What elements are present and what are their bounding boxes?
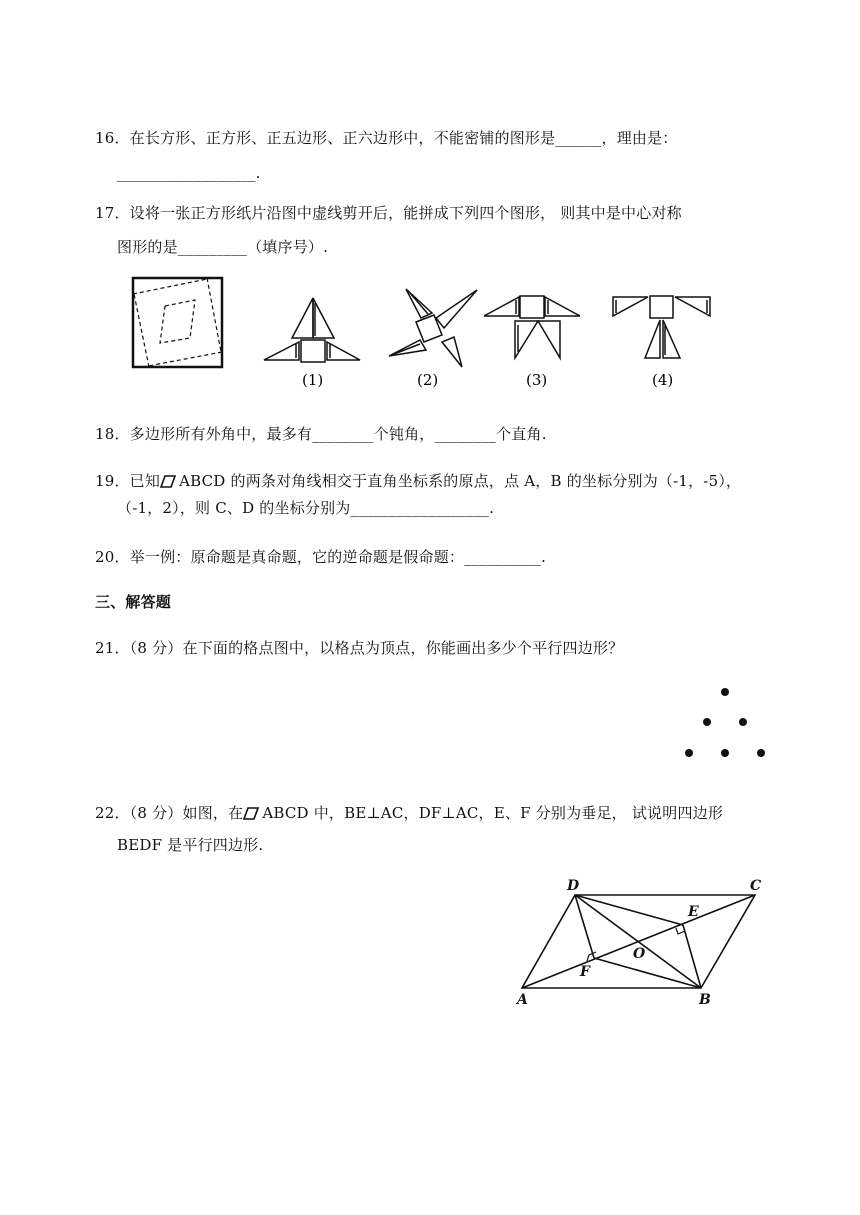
figure-1 — [264, 298, 360, 362]
q16-line2: __________________. — [117, 164, 261, 182]
lattice-points-figure — [670, 680, 780, 770]
q17-line2: 图形的是_________（填序号）. — [117, 238, 329, 256]
segment-fb — [594, 958, 701, 988]
lattice-point — [703, 718, 711, 726]
segment-de — [575, 895, 683, 925]
label-a: A — [517, 992, 528, 1008]
label-b: B — [699, 992, 711, 1008]
q22-line1 — [95, 803, 723, 823]
parallelogram-icon — [243, 807, 259, 820]
lattice-point — [721, 688, 729, 696]
q22-line1-rest: ABCD 中，BE⊥AC，DF⊥AC，E、F 分别为垂足， 试说明四边形 — [262, 804, 724, 822]
figure-4 — [613, 296, 710, 358]
parallelogram-abcd-figure — [505, 870, 775, 1010]
figure-2 — [389, 289, 477, 367]
label-e: E — [688, 904, 699, 920]
q18-line1: 18．多边形所有外角中，最多有________个钝角，________个直角. — [95, 425, 547, 443]
q22-prefix: 22．（8 分）如图，在 — [95, 804, 244, 822]
cut-square-figure — [133, 278, 222, 367]
q17-figures — [0, 0, 860, 400]
figure-3 — [484, 296, 580, 358]
q20-line1: 20．举一例：原命题是真命题，它的逆命题是假命题：__________. — [95, 548, 547, 566]
lattice-point — [721, 749, 729, 757]
figure-1-label: (1) — [302, 371, 324, 389]
label-o: O — [633, 946, 646, 962]
parallelogram-icon — [160, 475, 176, 488]
diagonal-bd — [575, 895, 701, 988]
q16-line1: 16．在长方形、正方形、正五边形、正六边形中，不能密铺的图形是______，理由是： — [95, 129, 678, 147]
lattice-point — [739, 718, 747, 726]
segment-be — [683, 925, 701, 988]
q19-line2: （-1，2），则 C、D 的坐标分别为__________________. — [117, 499, 495, 517]
section-heading: 三、解答题 — [95, 593, 172, 611]
q19-line1-rest: ABCD 的两条对角线相交于直角坐标系的原点，点 A，B 的坐标分别为（-1，-5）， — [179, 472, 742, 490]
label-c: C — [750, 878, 762, 894]
q19-line1 — [95, 471, 741, 491]
figure-4-label: (4) — [652, 371, 674, 389]
segment-df — [575, 895, 594, 958]
q21-line1: 21．（8 分）在下面的格点图中，以格点为顶点，你能画出多少个平行四边形？ — [95, 639, 624, 657]
figure-2-label: (2) — [417, 371, 439, 389]
q17-line1: 17．设将一张正方形纸片沿图中虚线剪开后，能拼成下列四个图形， 则其中是中心对称 — [95, 204, 682, 222]
lattice-point — [685, 749, 693, 757]
lattice-point — [757, 749, 765, 757]
figure-3-label: (3) — [526, 371, 548, 389]
q19-prefix: 19．已知 — [95, 472, 161, 490]
label-d: D — [567, 878, 580, 894]
q22-line2: BEDF 是平行四边形. — [117, 836, 264, 854]
label-f: F — [580, 964, 590, 980]
